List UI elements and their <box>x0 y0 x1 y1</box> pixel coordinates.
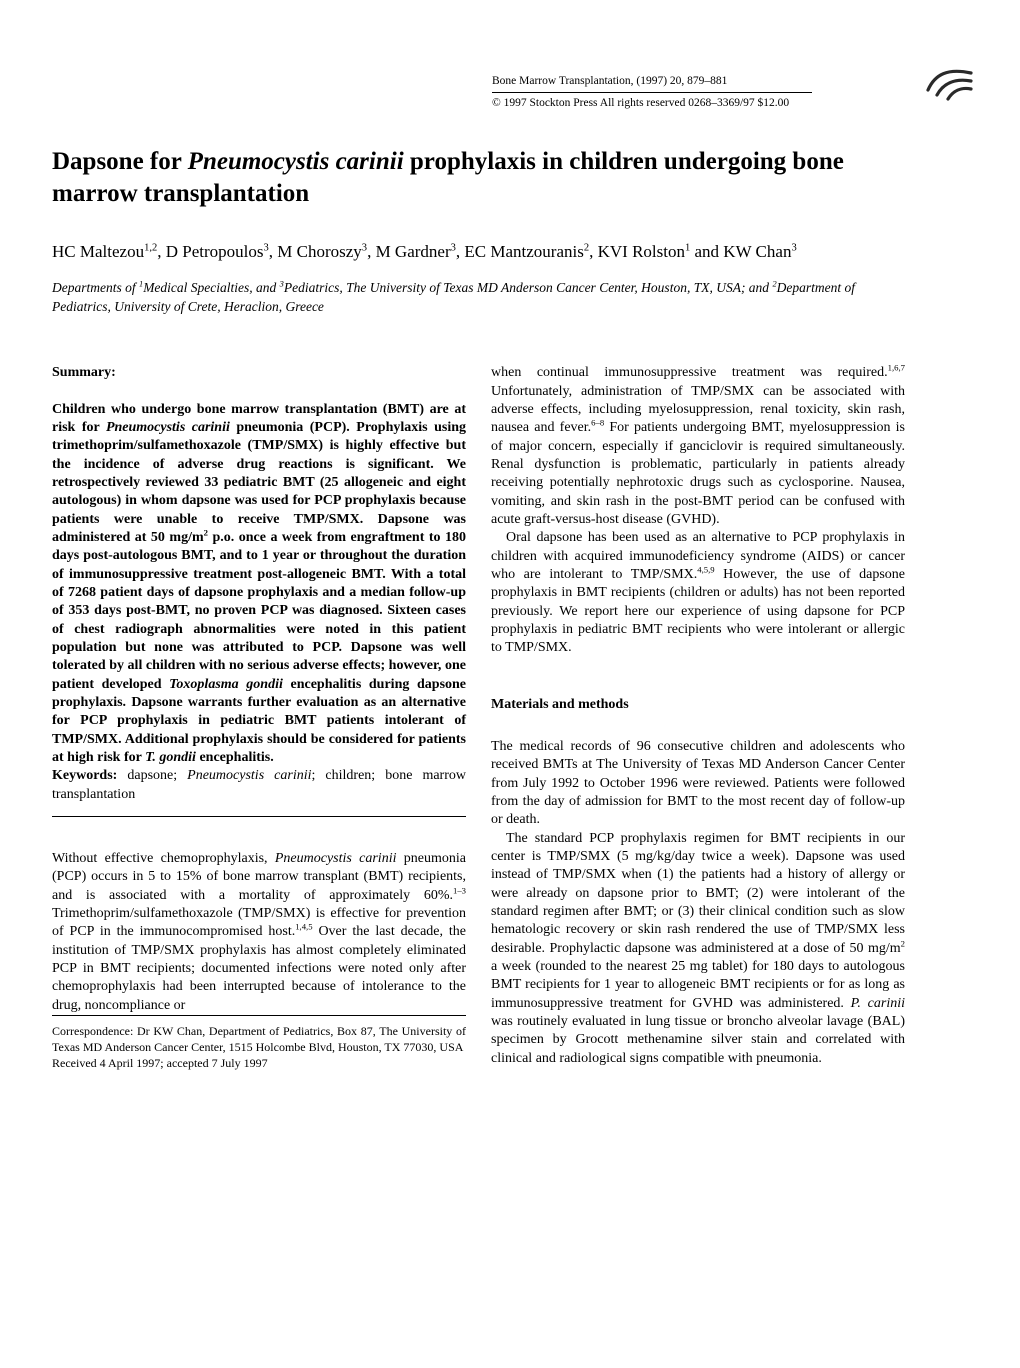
article-body <box>52 146 905 1072</box>
intro-paragraph: Without effective chemoprophylaxis, Pneumocystis carinii pneumonia (PCP) occurs in 5 to 15% of bone marrow transplant (BMT) recipients, and is associated with a mortality of approximately 60%.$^{1-3}$ Trimethoprim/sulfamethoxazole (TMP/SMX) is effective for prevention of PCP in the immunocompromised host.$^{1,4,5}$ Over the last decade, the institution of TMP/SMX prophylaxis has almost completely eliminated PCP in BMT recipients; documented infections were noted only after chemoprophylaxis had been interrupted because of intolerance to the drug, noncompliance or <box>52 850 466 1013</box>
body-paragraph-1: when continual immunosuppressive treatment was required.$^{1,6,7}$ Unfortunately, administration of TMP/SMX can be associated with adverse effects, including myelosuppression, renal toxicity, skin rash, nausea and fever.$^{6-8}$ For patients undergoing BMT, myelosuppression is of major concern, especially if ganciclovir is required simultaneously. Renal dysfunction is problematic, particularly in patients already receiving potentially nephrotoxic drugs such as cyclosporine. Nausea, vomiting, and skin rash in the post-BMT period can be confused with acute graft-versus-host disease (GVHD). <box>491 362 905 528</box>
article-title: Dapsone for Pneumocystis carinii prophylaxis in children undergoing bone marrow transplantation <box>52 148 844 207</box>
abstract-text: Children who undergo bone marrow transplantation (BMT) are at risk for Pneumocystis carinii pneumonia (PCP). Prophylaxis using trimethoprim/sulfamethoxazole (TMP/SMX) is highly effective but the incidence of adverse drug reactions is significant. We retrospectively reviewed 33 pediatric BMT (25 allogeneic and eight autologous) in whom dapsone was used for PCP prophylaxis because patients were unable to receive TMP/SMX. Dapsone was administered at 50 $mg/m^2$ p.o. once a week from engraftment to 180 days post-autologous BMT, and to 1 year or throughout the duration of immunosuppressive treatment post-allogeneic BMT. With a total of 7268 patient days of dapsone prophylaxis and a median follow-up of 353 days post-BMT, no proven PCP was diagnosed. Sixteen cases of chest radiograph abnormalities were noted in this patient population but none was attributed to PCP. Dapsone was well tolerated by all children with no serious adverse effects; however, one patient developed Toxoplasma gondii encephalitis during dapsone prophylaxis. Dapsone warrants further evaluation as an alternative for PCP prophylaxis in pediatric BMT patients intolerant of TMP/SMX. Additional prophylaxis should be considered for patients at high risk for T. gondii encephalitis. <box>52 401 467 765</box>
publisher-logo <box>924 64 976 104</box>
summary-heading: Summary: <box>52 365 116 381</box>
left-column <box>52 364 466 1071</box>
journal-citation: Bone Marrow Transplantation, (1997) 20, 879–881 <box>492 75 728 87</box>
two-column-layout <box>52 364 905 1071</box>
body-paragraph-4: The standard PCP prophylaxis regimen for BMT recipients in our center is TMP/SMX (5 mg/kg/day twice a week). Dapsone was used instead of TMP/SMX when (1) the patients had a history of allergy or were already on dapsone prior to BMT; (2) were intolerant of the standard regimen after BMT; or (3) their clinical condition such as slow hematologic recovery or skin rash rendered the use of TMP/SMX less desirable. Prophylactic dapsone was administered at a dose of 50 $mg/m^2$ a week (rounded to the nearest 25 mg tablet) for 180 days to autologous BMT recipients for 1 year to allogeneic BMT recipients or for as long as immunosuppressive treatment for GVHD was administered. P. carinii was routinely evaluated in lung tissue or broncho alveolar lavage (BAL) specimen by Grocott methenamine silver stain and correlated with clinical and radiological signs compatible with pneumonia. <box>491 830 905 1066</box>
publisher-logo-icon <box>924 64 976 104</box>
copyright-line: © 1997 Stockton Press All rights reserved 0268–3369/97 $12.00 <box>492 96 790 109</box>
correspondence-address: Correspondence: Dr KW Chan, Department of Pediatrics, Box 87, The University of Texas MD Anderson Cancer Center, 1515 Holcombe Blvd, Houston, TX 77030, USA <box>52 1023 466 1054</box>
right-column <box>491 364 905 1071</box>
masthead-rule <box>492 92 812 93</box>
keywords: Keywords: dapsone; Pneumocystis carinii; children; bone marrow transplantation <box>52 768 466 802</box>
author-list: HC Maltezou$^{1,2}$, D Petropoulos$^3$, M Choroszy$^3$, M Gardner$^3$, EC Mantzouranis$^2$, KVI Rolston$^1$ and KW Chan$^3$ <box>52 242 797 261</box>
affiliations: Departments of $^1$Medical Specialties, and $^3$Pediatrics, The University of Texas MD Anderson Cancer Center, Houston, TX, USA; and $^2$Department of Pediatrics, University of Crete, Heraclion, Greece <box>52 279 855 314</box>
correspondence-note <box>52 1015 466 1072</box>
body-paragraph-3: The medical records of 96 consecutive children and adolescents who received BMTs at The University of Texas MD Anderson Cancer Center from July 1992 to October 1996 were reviewed. Patients were followed from the day of admission for BMT to the most recent day of follow-up or death. <box>491 739 905 828</box>
received-accepted-line: Received 4 April 1997; accepted 7 July 1997 <box>52 1055 268 1070</box>
section-divider <box>52 816 466 817</box>
body-paragraph-2: Oral dapsone has been used as an alternative to PCP prophylaxis in children with acquired immunodeficiency syndrome (AIDS) or cancer who are intolerant to TMP/SMX.$^{4,5,9}$ However, the use of dapsone prophylaxis in BMT recipients (children or adults) has not been reported previously. We report here our experience of using dapsone for PCP prophylaxis in pediatric BMT recipients who were intolerant or allergic to TMP/SMX. <box>491 530 905 656</box>
journal-masthead <box>492 74 812 111</box>
materials-methods-heading: Materials and methods <box>491 696 629 712</box>
